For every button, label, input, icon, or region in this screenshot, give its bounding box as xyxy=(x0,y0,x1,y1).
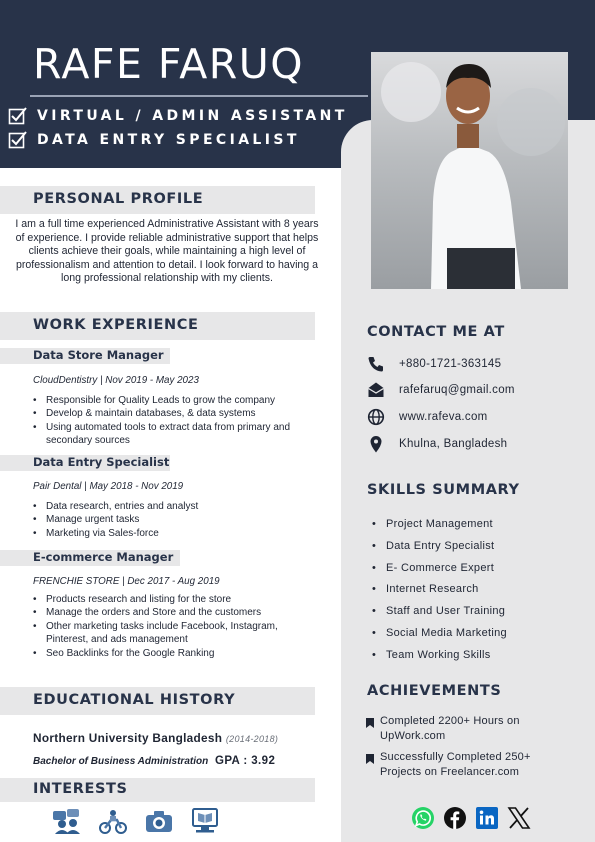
profile-summary: I am a full time experienced Administrative Assistant with 8 years of experience. I provide reliable administrative support that helps clients achieve their goals, while maintaining a high level of professionalism and attention to detail. I look forward to having a long professional relationship with my clients. xyxy=(15,218,319,285)
list-item: • Develop & maintain databases, & data systems xyxy=(33,407,328,420)
personal-profile-heading: PERSONAL PROFILE xyxy=(0,186,315,214)
job-title-secondary: DATA ENTRY SPECIALIST xyxy=(37,132,300,148)
list-item: • Data Entry Specialist xyxy=(372,536,507,558)
job-meta: CloudDentistry | Nov 2019 - May 2023 xyxy=(33,375,199,386)
job-meta: FRENCHIE STORE | Dec 2017 - Aug 2019 xyxy=(33,576,220,587)
job-meta: Pair Dental | May 2018 - Nov 2019 xyxy=(33,481,184,492)
interests-heading: INTERESTS xyxy=(0,778,315,802)
email-address: rafefaruq@gmail.com xyxy=(399,384,515,396)
title-line-1 xyxy=(8,106,348,126)
list-item: • Team Working Skills xyxy=(372,645,507,667)
skills-heading: SKILLS SUMMARY xyxy=(367,482,520,498)
list-item: • Seo Backlinks for the Google Ranking xyxy=(33,647,293,660)
bookmark-icon xyxy=(366,718,374,728)
education-years: (2014-2018) xyxy=(225,734,279,744)
candidate-name: RAFE FARUQ xyxy=(33,40,305,88)
contact-location xyxy=(367,435,507,453)
job-title-primary: VIRTUAL / ADMIN ASSISTANT xyxy=(37,108,348,124)
job-duties-list xyxy=(33,593,293,660)
list-item: • Manage urgent tasks xyxy=(33,513,328,526)
contact-heading: CONTACT ME AT xyxy=(367,324,505,340)
e-learning-icon xyxy=(190,808,220,834)
list-item: • Using automated tools to extract data from primary and secondary sources xyxy=(33,421,328,448)
job-title-bar xyxy=(0,348,170,364)
achievement-item xyxy=(366,714,566,744)
contact-phone[interactable] xyxy=(367,355,501,373)
list-item: • Responsible for Quality Leads to grow the company xyxy=(33,394,328,407)
globe-icon xyxy=(367,408,385,426)
list-item: • E- Commerce Expert xyxy=(372,558,507,580)
title-line-2 xyxy=(8,130,300,150)
job-duties-list xyxy=(33,500,328,540)
achievement-text: Completed 2200+ Hours on UpWork.com xyxy=(380,715,520,742)
social-links xyxy=(411,806,531,830)
motorbike-travel-icon xyxy=(98,808,128,834)
list-item: • Social Media Marketing xyxy=(372,623,507,645)
list-item: • Marketing via Sales-force xyxy=(33,527,328,540)
job-title: E-commerce Manager xyxy=(33,550,174,564)
list-item: • Data research, entries and analyst xyxy=(33,500,328,513)
checkbox-icon xyxy=(8,106,28,126)
job-title-bar xyxy=(0,455,170,471)
interests-icons xyxy=(52,808,220,834)
work-experience-heading: WORK EXPERIENCE xyxy=(0,312,315,340)
education-school xyxy=(33,731,278,745)
gpa-value: GPA : 3.92 xyxy=(215,755,276,767)
job-title: Data Store Manager xyxy=(33,348,164,362)
contact-website[interactable] xyxy=(367,408,488,426)
job-title-bar xyxy=(0,550,180,566)
facebook-icon[interactable] xyxy=(443,806,467,830)
job-duties-list xyxy=(33,394,328,448)
achievements-heading: ACHIEVEMENTS xyxy=(367,683,502,699)
whatsapp-icon[interactable] xyxy=(411,806,435,830)
list-item: • Manage the orders and Store and the customers xyxy=(33,606,293,619)
linkedin-icon[interactable] xyxy=(475,806,499,830)
skills-list xyxy=(372,514,507,667)
achievement-text: Successfully Completed 250+ Projects on Freelancer.com xyxy=(380,751,531,778)
envelope-icon xyxy=(367,381,385,399)
bookmark-icon xyxy=(366,754,374,764)
location-text: Khulna, Bangladesh xyxy=(399,438,508,450)
checkbox-icon xyxy=(8,130,28,150)
list-item: • Products research and listing for the store xyxy=(33,593,293,606)
list-item: • Staff and User Training xyxy=(372,601,507,623)
list-item: • Project Management xyxy=(372,514,507,536)
person-silhouette-icon xyxy=(371,52,568,289)
camera-icon xyxy=(144,808,174,834)
website-url: www.rafeva.com xyxy=(399,411,488,423)
list-item: • Internet Research xyxy=(372,579,507,601)
online-chat-icon xyxy=(52,808,82,834)
phone-number: +880-1721-363145 xyxy=(399,358,502,370)
degree-name: Bachelor of Business Administration xyxy=(33,756,209,767)
achievement-item xyxy=(366,750,566,780)
job-title: Data Entry Specialist xyxy=(33,455,170,469)
education-heading: EDUCATIONAL HISTORY xyxy=(0,687,315,715)
education-degree-row xyxy=(33,755,275,767)
school-name: Northern University Bangladesh xyxy=(33,731,223,745)
phone-icon xyxy=(367,355,385,373)
x-icon[interactable] xyxy=(507,806,531,830)
profile-photo xyxy=(371,52,568,289)
list-item: • Other marketing tasks include Facebook, Instagram, Pinterest, and ads management xyxy=(33,620,293,647)
location-pin-icon xyxy=(367,435,385,453)
name-divider xyxy=(30,95,368,97)
contact-email[interactable] xyxy=(367,381,515,399)
